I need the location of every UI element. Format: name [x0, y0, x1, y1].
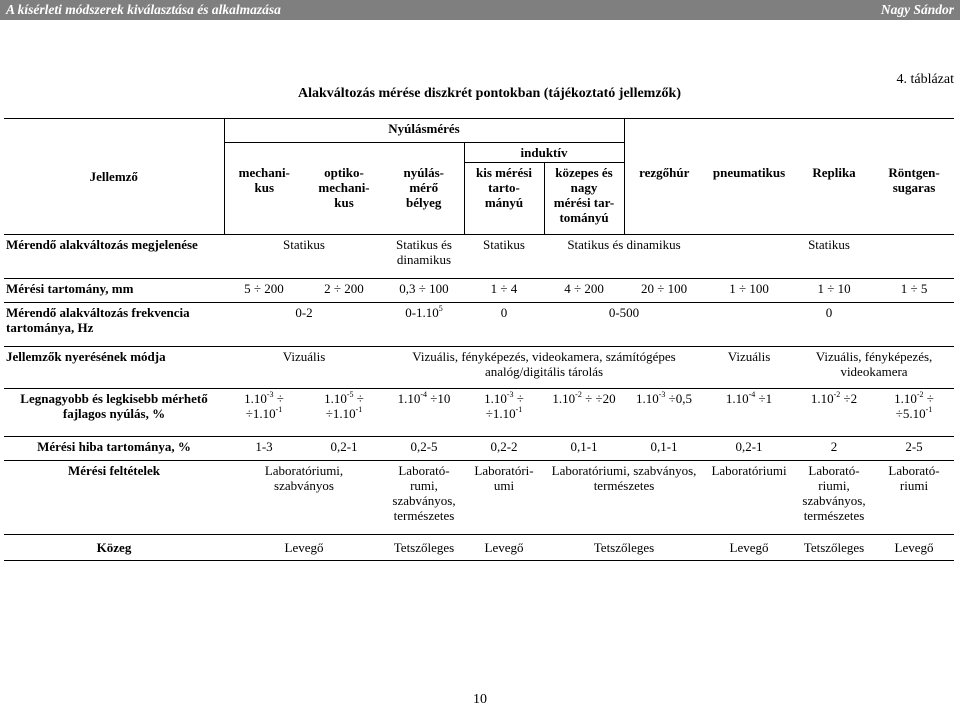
freq-base: 0-1.10 — [405, 305, 439, 320]
table-number: 4. táblázat — [896, 72, 954, 87]
cell-feltetelek-4: Laboratóriumi, szabványos, természetes — [544, 461, 704, 535]
cell-merheto-2: $1.10^{-5}$ ÷ $\div 1.10^{-1}$ — [304, 389, 384, 437]
col-header-mechanikus: mechani- kus — [224, 163, 304, 235]
cell-tartomany-4: 1 ÷ 4 — [464, 279, 544, 303]
cell-merheto-9: $1.10^{-2}$ ÷ $\div 5.10^{-1}$ — [874, 389, 954, 437]
cell-hiba-7: 0,2-1 — [704, 437, 794, 461]
cell-hiba-8: 2 — [794, 437, 874, 461]
cell-merheto-3: $1.10^{-4} \div 10$ — [384, 389, 464, 437]
cell-kozeg-4: Tetszőleges — [544, 535, 704, 561]
cell-hiba-6: 0,1-1 — [624, 437, 704, 461]
cell-merheto-4: $1.10^{-3}$ ÷ $\div 1.10^{-1}$ — [464, 389, 544, 437]
cell-frekvencia-5: 0 — [704, 303, 954, 347]
cell-feltetelek-5: Laboratóriumi — [704, 461, 794, 535]
cell-hiba-9: 2-5 — [874, 437, 954, 461]
cell-tartomany-2: 2 ÷ 200 — [304, 279, 384, 303]
cell-merheto-6: $1.10^{-3} \div 0,5$ — [624, 389, 704, 437]
cell-kozeg-1: Levegő — [224, 535, 384, 561]
row-label-kozeg: Közeg — [4, 535, 224, 561]
col-header-nyulasmero-belyeg: nyúlás- mérő bélyeg — [403, 164, 444, 210]
cell-feltetelek-2: Laborató- rumi, szabványos, természetes — [384, 461, 464, 535]
row-label-tartomany: Mérési tartomány, mm — [4, 279, 224, 303]
cell-merheto-7: $1.10^{-4} \div 1$ — [704, 389, 794, 437]
cell-megjelenes-1: Statikus — [224, 235, 384, 279]
cell-merheto-8: $1.10^{-2} \div 2$ — [794, 389, 874, 437]
row-label-megjelenes: Mérendő alakváltozás megjelenése — [4, 235, 224, 279]
cell-megjelenes-4: Statikus és dinamikus — [544, 235, 704, 279]
col-header-kozepes-nagy: közepes és nagy mérési tar- tományú — [544, 163, 624, 235]
col-header-kis-meresi: kis mérési tarto- mányú — [464, 163, 544, 235]
col-header-pneumatikus: pneumatikus — [712, 164, 786, 180]
cell-megjelenes-2: Statikus és dinamikus — [384, 235, 464, 279]
page-header — [0, 0, 960, 20]
row-label-nyeres: Jellemzők nyerésének módja — [4, 347, 224, 389]
cell-kozeg-2: Tetszőleges — [384, 535, 464, 561]
cell-frekvencia-2 — [384, 303, 464, 347]
cell-hiba-3: 0,2-5 — [384, 437, 464, 461]
cell-merheto-5: $1.10^{-2} \div \div 20$ — [544, 389, 624, 437]
row-label-hiba: Mérési hiba tartománya, % — [4, 437, 224, 461]
row-label-merheto: Legnagyobb és legkisebb mérhető fajlagos nyúlás, % — [4, 389, 224, 437]
header-author: Nagy Sándor — [880, 2, 954, 17]
cell-kozeg-5: Levegő — [704, 535, 794, 561]
cell-megjelenes-3: Statikus — [464, 235, 544, 279]
cell-megjelenes-5: Statikus — [704, 235, 954, 279]
cell-feltetelek-7: Laborató- riumi — [874, 461, 954, 535]
cell-tartomany-5: 4 ÷ 200 — [544, 279, 624, 303]
cell-feltetelek-6: Laborató- riumi, szabványos, természetes — [794, 461, 874, 535]
cell-nyeres-1: Vizuális — [224, 347, 384, 389]
header-title: A kísérleti módszerek kiválasztása és alkalmazása — [6, 2, 281, 17]
cell-frekvencia-4: 0-500 — [544, 303, 704, 347]
cell-feltetelek-3: Laboratóri- umi — [464, 461, 544, 535]
characteristics-table — [4, 118, 954, 561]
cell-frekvencia-1: 0-2 — [224, 303, 384, 347]
cell-frekvencia-3: 0 — [464, 303, 544, 347]
col-header-rontgensugaras: Röntgen- sugaras — [888, 164, 940, 195]
cell-nyeres-3: Vizuális — [704, 347, 794, 389]
cell-tartomany-6: 20 ÷ 100 — [624, 279, 704, 303]
cell-tartomany-7: 1 ÷ 100 — [704, 279, 794, 303]
col-header-jellemzo: Jellemző — [4, 119, 224, 235]
col-header-replika: Replika — [812, 164, 856, 180]
col-header-optikomechanikus: optiko- mechani- kus — [318, 164, 370, 210]
table-title: Alakváltozás mérése diszkrét pontokban (tájékoztató jellemzők) — [298, 86, 681, 101]
cell-feltetelek-1: Laboratóriumi, szabványos — [224, 461, 384, 535]
cell-hiba-5: 0,1-1 — [544, 437, 624, 461]
cell-kozeg-7: Levegő — [874, 535, 954, 561]
row-label-frekvencia: Mérendő alakváltozás frekvencia tartománya, Hz — [4, 303, 224, 347]
cell-nyeres-2: Vizuális, fényképezés, videokamera, számítógépes analóg/digitális tárolás — [384, 347, 704, 389]
cell-tartomany-9: 1 ÷ 5 — [874, 279, 954, 303]
col-header-induktiv: induktív — [464, 143, 624, 163]
cell-kozeg-3: Levegő — [464, 535, 544, 561]
cell-hiba-1: 1-3 — [224, 437, 304, 461]
cell-hiba-4: 0,2-2 — [464, 437, 544, 461]
row-label-feltetelek: Mérési feltételek — [4, 461, 224, 535]
cell-merheto-1: $1.10^{-3}$ ÷ $\div 1.10^{-1}$ — [224, 389, 304, 437]
freq-exp: 5 — [438, 304, 443, 313]
page-number: 10 — [473, 692, 487, 707]
cell-hiba-2: 0,2-1 — [304, 437, 384, 461]
cell-tartomany-1: 5 ÷ 200 — [224, 279, 304, 303]
cell-nyeres-4: Vizuális, fényképezés, videokamera — [794, 347, 954, 389]
cell-tartomany-8: 1 ÷ 10 — [794, 279, 874, 303]
col-header-rezgohur: rezgőhúr — [639, 164, 690, 180]
col-header-nyulasmeres: Nyúlásmérés — [224, 119, 624, 143]
cell-kozeg-6: Tetszőleges — [794, 535, 874, 561]
cell-tartomany-3: 0,3 ÷ 100 — [384, 279, 464, 303]
